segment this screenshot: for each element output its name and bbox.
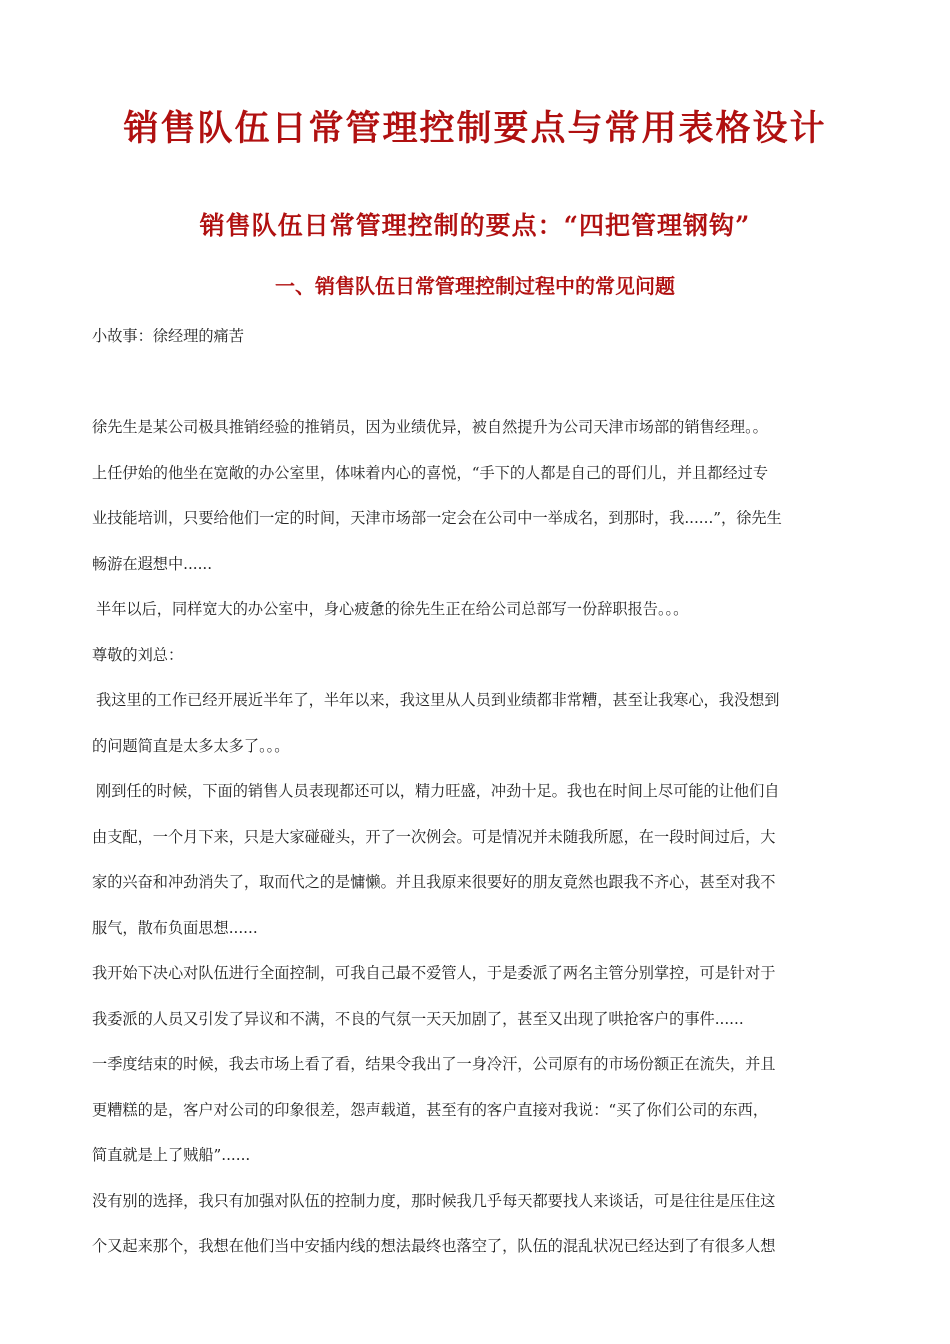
paragraph-line: 业技能培训，只要给他们一定的时间，天津市场部一定会在公司中一举成名，到那时，我......”，徐先生 (92, 509, 782, 527)
paragraph-line: 徐先生是某公司极具推销经验的推销员，因为业绩优异，被自然提升为公司天津市场部的销售经理。。 (92, 418, 768, 436)
paragraph-line: 我委派的人员又引发了异议和不满，不良的气氛一天天加剧了，甚至又出现了哄抢客户的事件...... (92, 1009, 744, 1028)
paragraph-line: 我开始下决心对队伍进行全面控制，可我自己最不爱管人，于是委派了两名主管分别掌控，可是针对于 (92, 964, 776, 982)
paragraph-line: 服气，散布负面思想...... (92, 918, 258, 937)
paragraph-line: 个又起来那个，我想在他们当中安插内线的想法最终也落空了，队伍的混乱状况已经达到了有很多人想 (92, 1237, 776, 1255)
story-label: 小故事：徐经理的痛苦 (92, 327, 244, 345)
blank-line (92, 360, 858, 406)
paragraph-line: 没有别的选择，我只有加强对队伍的控制力度，那时候我几乎每天都要找人来谈话，可是往往是压住这 (92, 1191, 776, 1210)
paragraph-line: 刚到任的时候，下面的销售人员表现都还可以，精力旺盛，冲劲十足。我也在时间上尽可能的让他们自 (96, 782, 780, 800)
paragraph-line: 上任伊始的他坐在宽敞的办公室里，体味着内心的喜悦，“手下的人都是自己的哥们儿，并且都经过专 (92, 463, 769, 482)
paragraph-line: 更糟糕的是，客户对公司的印象很差，怨声载道，甚至有的客户直接对我说：“买了你们公司的东西， (92, 1100, 769, 1119)
paragraph-line: 半年以后，同样宽大的办公室中，身心疲惫的徐先生正在给公司总部写一份辞职报告。。。 (96, 600, 689, 618)
body-text (92, 314, 858, 1270)
paragraph-line: 简直就是上了贼船”...... (92, 1146, 251, 1164)
paragraph-line: 由支配，一个月下来，只是大家碰碰头，开了一次例会。可是情况并未随我所愿，在一段时间过后，大 (92, 827, 776, 846)
paragraph-line: 畅游在遐想中...... (92, 554, 213, 573)
paragraph-line: 的问题简直是太多太多了。。。 (92, 736, 290, 755)
document-subtitle: 销售队伍日常管理控制的要点：“四把管理钢钩” (199, 211, 751, 240)
paragraph-line: 我这里的工作已经开展近半年了，半年以来，我这里从人员到业绩都非常糟，甚至让我寒心，我没想到 (96, 691, 780, 709)
paragraph-line: 一季度结束的时候，我去市场上看了看，结果令我出了一身冷汗，公司原有的市场份额正在流失，并且 (92, 1055, 776, 1073)
paragraph-line: 家的兴奋和冲劲消失了，取而代之的是慵懒。并且我原来很要好的朋友竟然也跟我不齐心，甚至对我不 (92, 873, 776, 891)
section-heading: 一、销售队伍日常管理控制过程中的常见问题 (275, 274, 675, 298)
document-title: 销售队伍日常管理控制要点与常用表格设计 (123, 108, 827, 149)
letter-salutation: 尊敬的刘总： (92, 645, 184, 664)
